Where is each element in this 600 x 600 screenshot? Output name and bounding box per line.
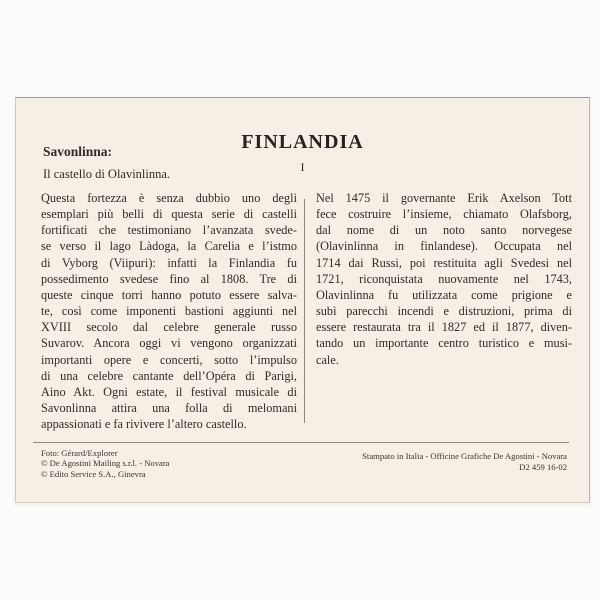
column-divider-rule — [304, 199, 305, 423]
text-line: fortificati che testimoniano l’avanzata svede- — [41, 223, 297, 238]
text-line: fece costruire l’insieme, chiamato Olafsborg, — [316, 207, 572, 222]
text-line: Olavinlinna fu utilizzata come prigione e — [316, 287, 572, 302]
service-copyright: © Edito Service S.A., Ginevra — [41, 468, 146, 479]
publisher-copyright: © De Agostini Mailing s.r.l. - Novara — [41, 458, 170, 469]
text-line: possedimento svedese fino al 1808. Tre di — [41, 271, 297, 286]
text-line: (Olavinlinna in finlandese). Occupata nel — [316, 239, 572, 254]
series-numeral: I — [300, 162, 305, 174]
text-line: Nel 1475 il governante Erik Axelson Tott — [316, 191, 572, 205]
text-line: di una celebre cantante dell’Opéra di Parigi, — [41, 368, 297, 383]
credits-block — [41, 448, 170, 479]
text-line: tando un importante centro turistico e musi- — [316, 336, 572, 351]
printed-in-line: Stampato in Italia - Officine Grafiche De Agostini - Novara — [362, 451, 567, 461]
body-column-left — [41, 190, 297, 432]
text-line: 1721, riconquistata nuovamente nel 1743, — [316, 271, 572, 286]
postcard-back — [15, 97, 590, 503]
card-title: FINLANDIA — [241, 131, 364, 153]
imprint-block — [362, 451, 567, 473]
text-line: di Vyborg (Viipuri): infatti la Finlandia fu — [41, 255, 297, 270]
footer-rule — [33, 442, 569, 443]
text-line: essere restaurata tra il 1827 ed il 1877, diven- — [316, 320, 572, 335]
photo-credit: Foto: Gérard/Explorer — [41, 448, 118, 458]
body-text — [41, 190, 572, 432]
text-line: Aino Akt. Ogni estate, il festival musicale di — [41, 384, 297, 399]
text-line: se verso il lago Làdoga, la Carelia e l’istmo — [41, 239, 297, 254]
text-line: cale. — [316, 352, 339, 367]
text-line: Questa fortezza è senza dubbio uno degli — [41, 191, 297, 205]
text-line: dal nome di un noto santo norvegese — [316, 223, 572, 238]
text-line: esemplari più belli di questa serie di castelli — [41, 207, 297, 222]
text-line: Suvarov. Ancora oggi vi vengono organizzati — [41, 336, 297, 351]
catalog-code: D2 459 16-02 — [519, 461, 567, 472]
text-line: queste cinque torri hanno potuto essere salva- — [41, 287, 297, 302]
text-line: 1714 dai Russi, poi restituita agli Svedesi nel — [316, 255, 572, 270]
text-line: importanti opere e concerti, sotto l’impulso — [41, 352, 297, 367]
body-column-right — [316, 190, 572, 432]
text-line: subì parecchi incendi e distruzioni, prima di — [316, 304, 572, 319]
text-line: appassionati e fa rivivere l’altero castello. — [41, 417, 247, 432]
text-line: Savonlinna attira una folla di melomani — [41, 401, 297, 416]
text-line: te, così come imponenti bastioni aggiunti nel — [41, 304, 297, 319]
subject-subheading: Il castello di Olavinlinna. — [43, 167, 171, 181]
text-line: XVIII secolo dal celebre generale russo — [41, 320, 297, 335]
place-heading: Savonlinna: — [43, 144, 113, 159]
